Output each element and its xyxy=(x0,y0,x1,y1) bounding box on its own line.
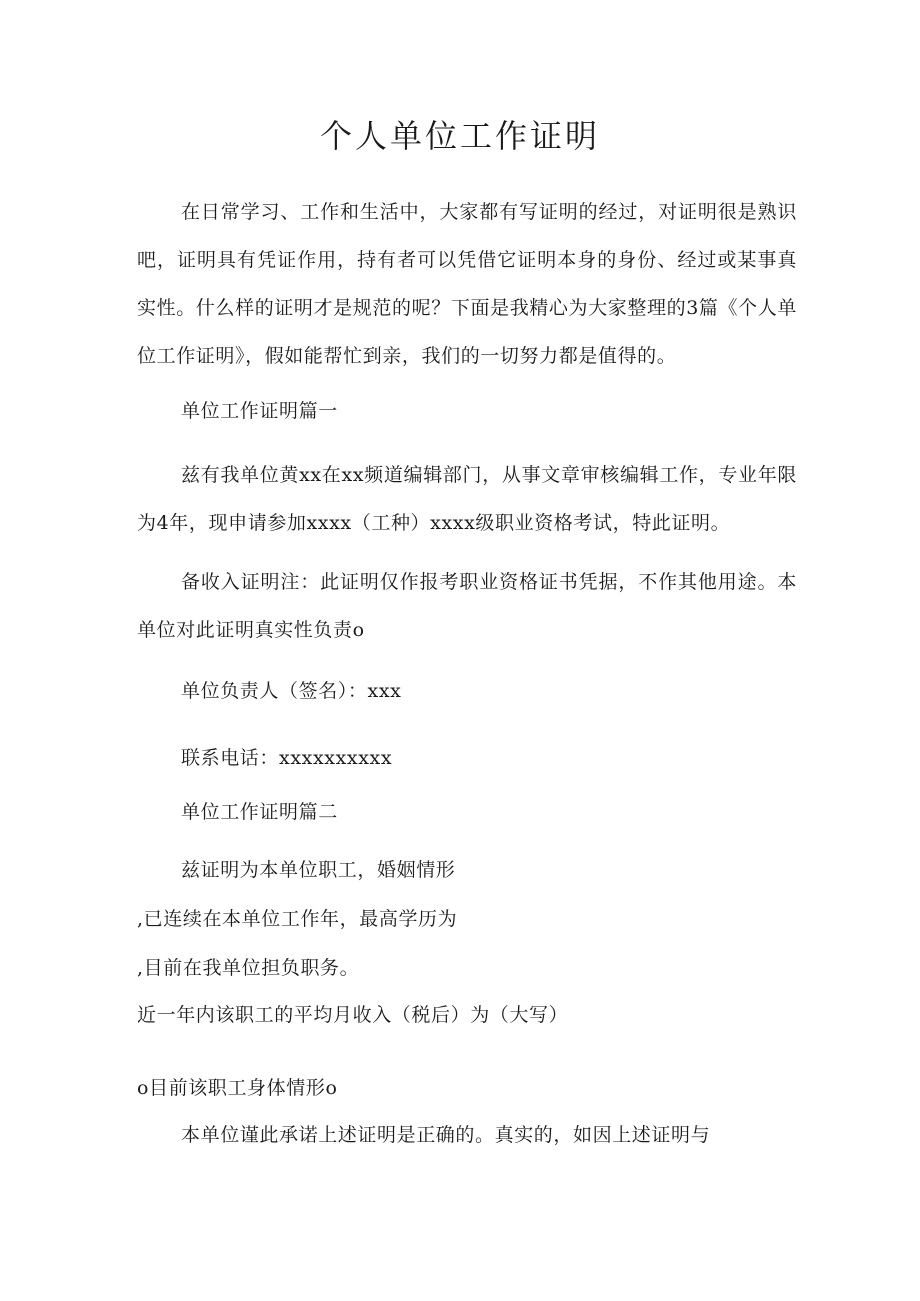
document-title: 个人单位工作证明 xyxy=(319,117,600,155)
section1-heading: 单位工作证明篇一 xyxy=(181,400,338,422)
section2-heading: 单位工作证明篇二 xyxy=(181,801,338,823)
section1-body: 兹有我单位黄xx在xx频道编辑部门，从事文章审核编辑工作，专业年限为4年，现申请参加xxxx（工种）xxxx级职业资格考试，特此证明。 xyxy=(137,464,797,534)
section1-note: 备收入证明注：此证明仅作报考职业资格证书凭据，不作其他用途。本单位对此证明真实性负责o xyxy=(137,571,797,641)
intro-paragraph: 在日常学习、工作和生活中，大家都有写证明的经过，对证明很是熟识吧，证明具有凭证作用，持有者可以凭借它证明本身的身份、经过或某事真实性。什么样的证明才是规范的呢？下面是我精心为大家整理的3篇《个人单位工作证明》，假如能帮忙到亲，我们的一切努力都是值得的。 xyxy=(137,201,797,367)
section1-phone: 联系电话：xxxxxxxxxx xyxy=(181,747,393,769)
section2-line5: o目前该职工身体情形o xyxy=(137,1077,338,1099)
section2-line2: ,已连续在本单位工作年，最高学历为 xyxy=(137,908,458,930)
section2-line4: 近一年内该职工的平均月收入（税后）为（大写） xyxy=(137,1004,569,1026)
section1-signer: 单位负责人（签名）：xxx xyxy=(181,680,402,702)
section2-line3: ,目前在我单位担负职务。 xyxy=(137,957,360,979)
section2-line6: 本单位谨此承诺上述证明是正确的。真实的，如因上述证明与 xyxy=(181,1124,711,1146)
section2-line1: 兹证明为本单位职工，婚姻情形 xyxy=(181,859,456,881)
